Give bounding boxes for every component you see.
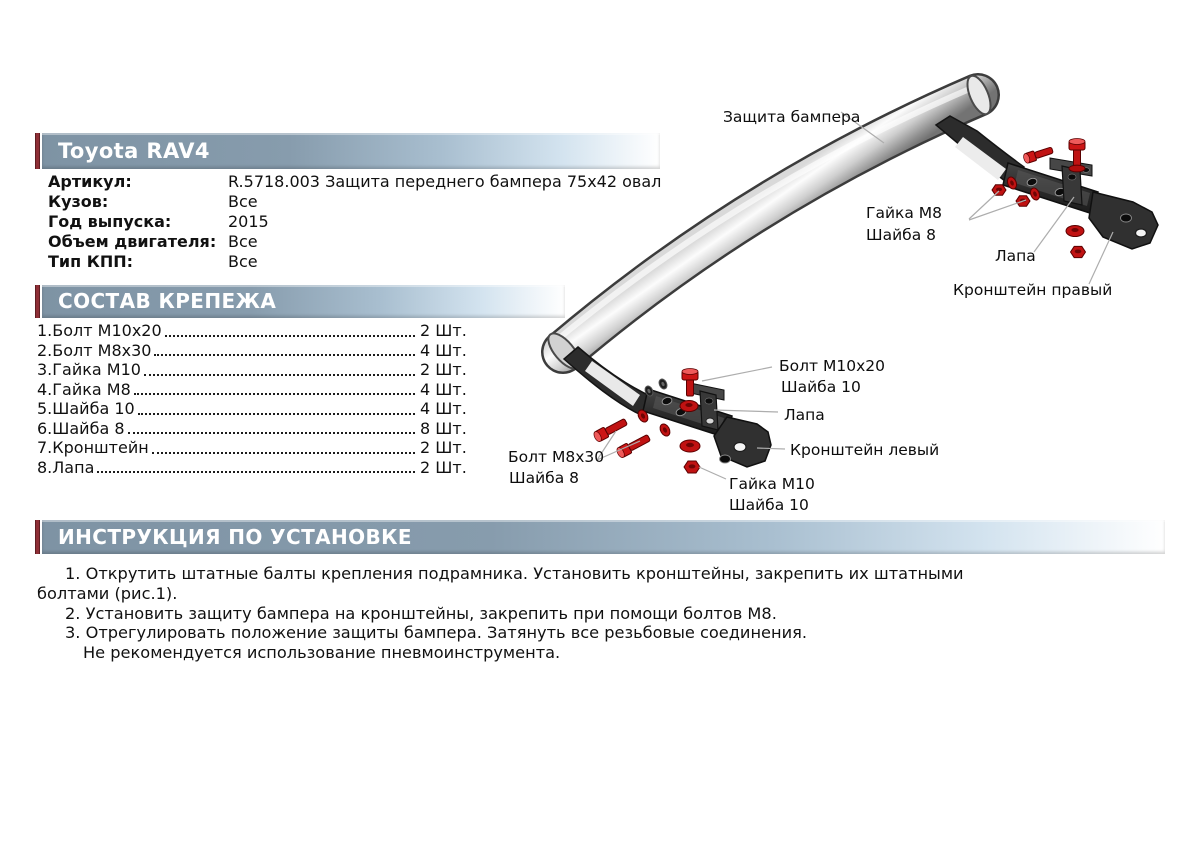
spec-label: Тип КПП: [48,252,134,271]
list-item [37,438,470,458]
washer-10 [1069,165,1085,172]
part-qty: 2 Шт. [420,321,467,340]
part-name: 8.Лапа [37,457,95,477]
nut-m10-washer-10 [680,440,700,473]
label-lapa-left: Лапа [784,406,825,424]
label-washer-10-top: Шайба 10 [781,378,861,396]
part-qty: 2 Шт. [420,438,467,457]
dot-leader [97,471,415,473]
label-washer-10-bot: Шайба 10 [729,496,809,514]
washer-nut-below-right [1066,226,1086,258]
part-name: 7.Кронштейн [37,438,149,457]
part-name: 3.Гайка М10 [37,360,141,379]
list-item [37,399,470,419]
dot-leader [144,374,415,376]
spec-value: Все [228,232,258,251]
list-item [37,321,470,341]
part-name: 6.Шайба 8 [37,418,125,438]
spec-value: Все [228,252,258,271]
part-qty: 4 Шт. [420,379,467,399]
bolt-m10-right [1069,139,1085,172]
part-qty: 4 Шт. [420,340,467,360]
spec-value: R.5718.003 Защита переднего бампера 75х42 овал [228,172,662,191]
instructions-text [37,564,1117,663]
label-bracket-right: Кронштейн правый [953,281,1113,299]
parts-section-title: СОСТАВ КРЕПЕЖА [58,289,277,313]
part-qty: 8 Шт. [420,418,467,438]
washer-dark [658,378,669,390]
part-qty: 2 Шт. [420,457,467,477]
list-item [37,341,470,361]
part-name: 4.Гайка М8 [37,379,131,399]
plate-hole [720,455,731,463]
right-bracket-assembly [936,116,1158,258]
part-qty: 4 Шт. [420,399,467,418]
instr-bar-red-stripe [35,520,40,554]
spec-label: Кузов: [48,192,109,211]
instruction-line: 1. Открутить штатные балты крепления подрамника. Установить кронштейны, закрепить их штатными [65,564,964,583]
plate-hole [1136,229,1147,237]
list-item [37,419,470,439]
spec-value: Все [228,192,258,211]
list-item [37,458,470,478]
label-bolt-m8x30: Болт М8х30 [508,448,605,466]
dot-leader [138,413,415,415]
dot-leader [134,393,415,395]
plate-hole [1121,214,1132,222]
label-washer-8-left: Шайба 8 [509,469,579,487]
bolt-m8-right [1022,145,1053,164]
label-washer-8-right: Шайба 8 [866,226,936,244]
page-title: Toyota RAV4 [58,139,210,163]
spec-label: Объем двигателя: [48,232,217,251]
instructions-section-bar [42,520,1165,554]
spec-label: Год выпуска: [48,212,172,231]
bolt-m8x30 [615,433,651,459]
instruction-line: болтами (рис.1). [37,583,178,603]
instruction-line: Не рекомендуется использование пневмоинструмента. [83,643,561,663]
part-name: 1.Болт М10х20 [37,321,162,340]
instruction-line: 2. Установить защиту бампера на кронштейны, закрепить при помощи болтов М8. [65,603,777,623]
list-item [37,360,470,380]
label-lapa-right: Лапа [995,247,1036,265]
parts-list [37,321,470,477]
part-qty: 2 Шт. [420,360,467,379]
dot-leader [152,452,415,454]
plate-hole [734,443,746,452]
label-nut-m8: Гайка М8 [866,204,943,222]
dot-leader [165,335,415,337]
dot-leader [154,354,415,356]
parts-bar-red-stripe [35,285,40,318]
list-item [37,380,470,400]
label-nut-m10: Гайка М10 [729,475,815,493]
exploded-assembly-diagram [480,50,1200,520]
label-bolt-m10x20: Болт М10х20 [779,357,885,375]
part-name: 2.Болт М8х30 [37,340,152,360]
title-bar-red-stripe [35,133,40,169]
washer-8 [658,422,672,437]
instruction-line: 3. Отрегулировать положение защиты бампера. Затянуть все резьбовые соединения. [65,623,807,643]
dot-leader [128,432,415,434]
part-name: 5.Шайба 10 [37,399,135,418]
instructions-section-title: ИНСТРУКЦИЯ ПО УСТАНОВКЕ [58,525,412,549]
spec-value: 2015 [228,212,269,231]
label-bumper-guard: Защита бампера [723,108,861,126]
label-bracket-left: Кронштейн левый [790,441,940,459]
spec-label: Артикул: [48,172,132,191]
